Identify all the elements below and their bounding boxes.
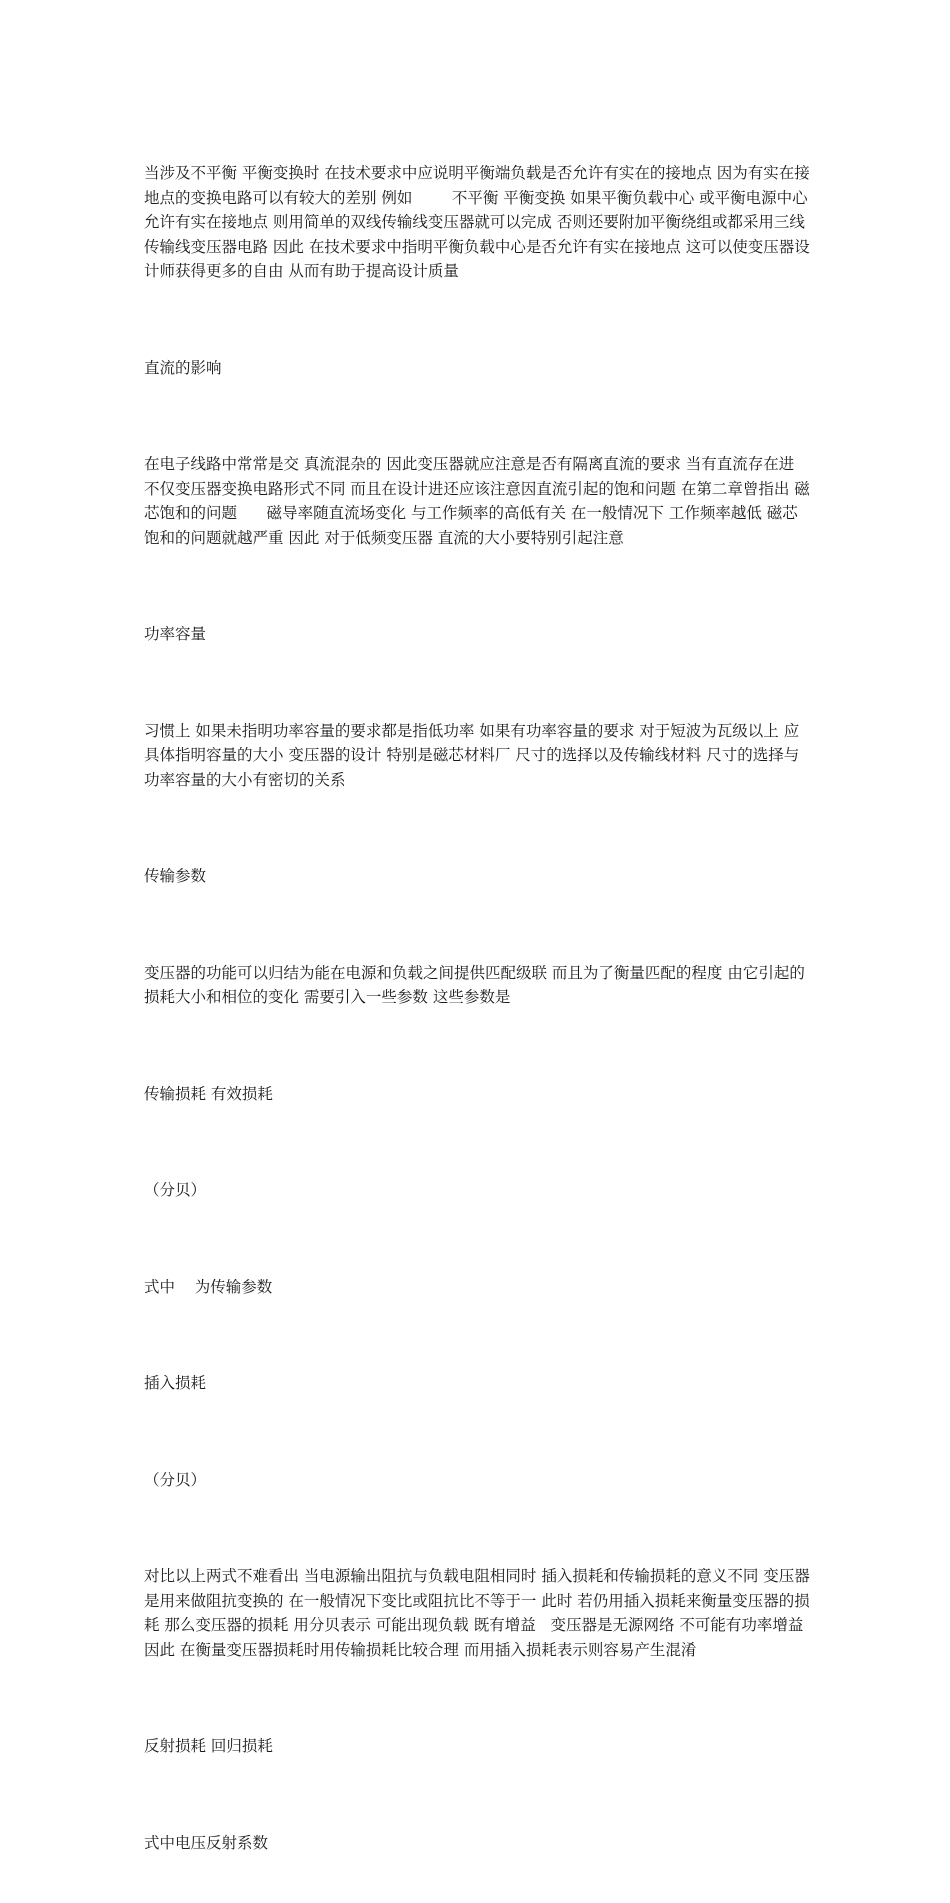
heading-transmission-parameters: 传输参数 <box>144 867 207 885</box>
heading-power-capacity: 功率容量 <box>144 625 207 643</box>
paragraph-power-capacity: 习惯上 如果未指明功率容量的要求都是指低功率 如果有功率容量的要求 对于短波为瓦级以上 应具体指明容量的大小 变压器的设计 特别是磁芯材料厂 尺寸的选择以及传输线材料 尺寸的选择与功率容量的大小有密切的关系 <box>144 721 800 789</box>
paragraph-transmission-parameters: 变压器的功能可以归结为能在电源和负载之间提供匹配级联 而且为了衡量匹配的程度 由它引起的损耗大小和相位的变化 需要引入一些参数 这些参数是 <box>144 963 805 1006</box>
heading-insertion-loss: 插入损耗 <box>144 1374 207 1392</box>
formula-unit-decibel-2: （分贝） <box>144 1470 207 1489</box>
document-body <box>144 112 813 1903</box>
formula-note-reflection: 式中电压反射系数 <box>144 1833 269 1852</box>
formula-unit-decibel: （分贝） <box>144 1181 207 1199</box>
heading-dc-influence: 直流的影响 <box>144 358 222 377</box>
heading-reflection-loss: 反射损耗 回归损耗 <box>144 1737 273 1755</box>
paragraph-balance-conversion: 当涉及不平衡 平衡变换时 在技术要求中应说明平衡端负载是否允许有实在的接地点 因为有实在接地点的变换电路可以有较大的差别 例如 不平衡 平衡变换 如果平衡负载中心 或平衡电源中心 允许有实在接地点 则用简单的双线传输线变压器就可以完成 否则还要附加平衡绕组或都采用三线传输线变压器电路 因此 在技术要求中指明平衡负载中心是否允许有实在接地点 这可以使变压器设计师获得更多的自由 从而有助于提高设计质量 <box>144 164 813 280</box>
heading-transmission-loss: 传输损耗 有效损耗 <box>144 1084 273 1103</box>
paragraph-loss-comparison: 对比以上两式不难看出 当电源输出阻抗与负载电阻相同时 插入损耗和传输损耗的意义不同 变压器是用来做阻抗变换的 在一般情况下变比或阻抗比不等于一 此时 若仍用插入损耗来衡量变压器的损耗 那么变压器的损耗 用分贝表示 可能出现负载 既有增益 变压器是无源网络 不可能有功率增益 因此 在衡量变压器损耗时用传输损耗比较合理 而用插入损耗表示则容易产生混淆 <box>144 1567 810 1659</box>
formula-note: 式中 为传输参数 <box>144 1277 273 1296</box>
paragraph-dc-influence: 在电子线路中常常是交 真流混杂的 因此变压器就应注意是否有隔离直流的要求 当有直流存在进 不仅变压器变换电路形式不同 而且在设计进还应该注意因直流引起的饱和问题 在第二章曾指出 磁芯饱和的问题 磁导率随直流场变化 与工作频率的高低有关 在一般情况下 工作频率越低 磁芯饱和的问题就越严重 因此 对于低频变压器 直流的大小要特别引起注意 <box>144 455 810 547</box>
